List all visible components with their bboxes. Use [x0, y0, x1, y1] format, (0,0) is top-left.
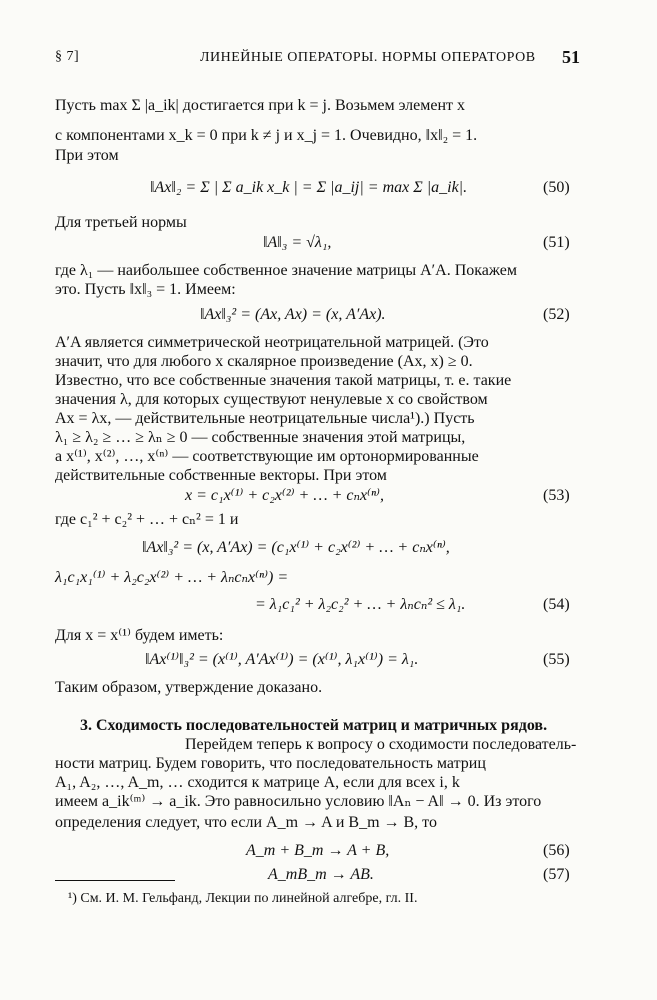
text-line: Пусть max Σ |a_ik| достигается при k = j. Возьмем элемент x [55, 97, 466, 114]
equation-number: (55) [543, 651, 570, 668]
equation-54-line-3: = λ₁c₁² + λ₂c₂² + … + λₙcₙ² ≤ λ₁. [255, 596, 466, 613]
text-line: значит, что для любого x скалярное произведение (Ax, x) ≥ 0. [55, 353, 473, 370]
text-line: ности матриц. Будем говорить, что последовательность матриц [55, 755, 486, 772]
equation-number: (52) [543, 306, 570, 323]
subsection-heading: 3. Сходимость последовательностей матриц и матричных рядов. [80, 717, 548, 734]
text-line: Таким образом, утверждение доказано. [55, 679, 323, 696]
text-line: это. Пусть ‖x‖₃ = 1. Имеем: [55, 281, 236, 298]
text-line: Перейдем теперь к вопросу о сходимости последователь- [185, 736, 577, 753]
text-line: Для x = x⁽¹⁾ будем иметь: [55, 627, 224, 644]
equation-number: (57) [543, 866, 570, 883]
text-line: A′A является симметрической неотрицательной матрицей. (Это [55, 334, 489, 351]
equation-number: (53) [543, 487, 570, 504]
equation-57: A_mB_m → AB. [268, 866, 374, 883]
equation-55: ‖Ax⁽¹⁾‖₃² = (x⁽¹⁾, A′Ax⁽¹⁾) = (x⁽¹⁾, λ₁x⁽¹⁾) = λ₁. [145, 651, 419, 668]
equation-54-line-1: ‖Ax‖₃² = (x, A′Ax) = (c₁x⁽¹⁾ + c₂x⁽²⁾ + … + cₙx⁽ⁿ⁾, [142, 539, 450, 556]
text-line: имеем a_ik⁽ᵐ⁾ → a_ik. Это равносильно условию ‖Aₙ − A‖ → 0. Из этого [55, 793, 542, 810]
text-line: значения λ, для которых существуют ненулевые x со свойством [55, 391, 488, 408]
text-line: λ₁ ≥ λ₂ ≥ … ≥ λₙ ≥ 0 — собственные значения этой матрицы, [55, 429, 466, 446]
equation-50: ‖Ax‖₂ = Σ | Σ a_ik x_k | = Σ |a_ij| = max Σ |a_ik|. [150, 179, 468, 196]
running-title: ЛИНЕЙНЫЕ ОПЕРАТОРЫ. НОРМЫ ОПЕРАТОРОВ [200, 50, 536, 65]
text-line: При этом [55, 147, 119, 164]
text-line: определения следует, что если A_m → A и B_m → B, то [55, 814, 437, 831]
page-number: 51 [562, 47, 580, 67]
equation-number: (50) [543, 179, 570, 196]
text-line: Для третьей нормы [55, 214, 187, 231]
text-line: a x⁽¹⁾, x⁽²⁾, …, x⁽ⁿ⁾ — соответствующие им ортонормированные [55, 448, 479, 465]
footnote: ¹) См. И. М. Гельфанд, Лекции по линейной алгебре, гл. II. [68, 891, 418, 906]
text-line: Известно, что все собственные значения такой матрицы, т. е. такие [55, 372, 512, 389]
text-line: где c₁² + c₂² + … + cₙ² = 1 и [55, 511, 239, 528]
equation-54-line-2: λ₁c₁x₁⁽¹⁾ + λ₂c₂x⁽²⁾ + … + λₙcₙx⁽ⁿ⁾) = [55, 569, 289, 586]
equation-number: (51) [543, 234, 570, 251]
footnote-rule [55, 880, 175, 881]
equation-53: x = c₁x⁽¹⁾ + c₂x⁽²⁾ + … + cₙx⁽ⁿ⁾, [185, 487, 384, 504]
text-line: Ax = λx, — действительные неотрицательные числа¹).) Пусть [55, 410, 475, 427]
text-line: где λ₁ — наибольшее собственное значение матрицы A′A. Покажем [55, 262, 517, 279]
text-line: действительные собственные векторы. При этом [55, 467, 387, 484]
equation-51: ‖A‖₃ = √λ₁, [263, 234, 332, 251]
equation-number: (56) [543, 842, 570, 859]
text-line: A₁, A₂, …, A_m, … сходится к матрице A, если для всех i, k [55, 774, 460, 791]
section-ref: § 7] [55, 49, 80, 64]
equation-52: ‖Ax‖₃² = (Ax, Ax) = (x, A′Ax). [200, 306, 386, 323]
text-line: с компонентами x_k = 0 при k ≠ j и x_j = 1. Очевидно, ‖x‖₂ = 1. [55, 127, 478, 144]
equation-56: A_m + B_m → A + B, [246, 842, 390, 859]
equation-number: (54) [543, 596, 570, 613]
